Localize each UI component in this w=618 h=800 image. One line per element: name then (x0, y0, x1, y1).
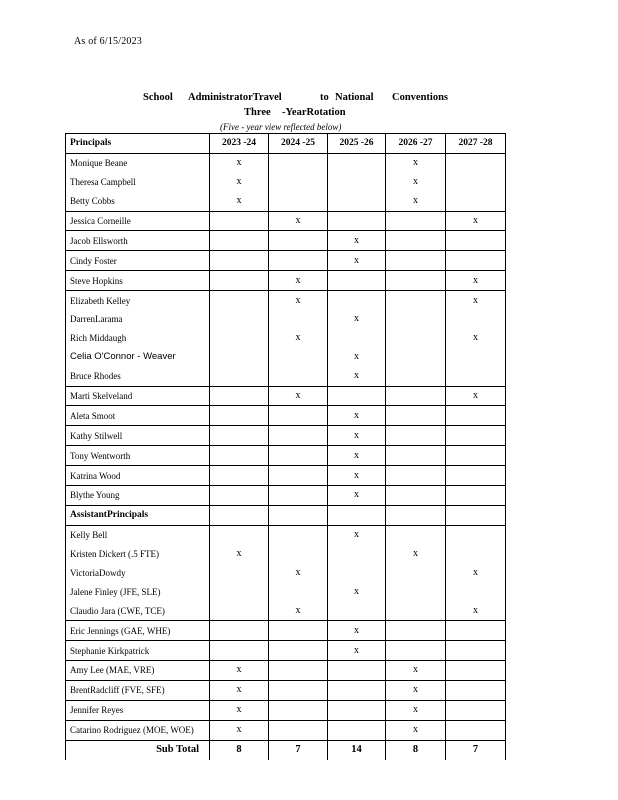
attendance-mark-4 (386, 525, 446, 544)
attendance-mark-5 (446, 310, 506, 329)
attendance-mark-3: x (328, 486, 386, 506)
table-row (66, 621, 506, 641)
attendance-mark-3 (328, 173, 386, 192)
attendance-mark-1 (210, 601, 269, 620)
person-name: Blythe Young (66, 486, 210, 506)
person-name: Kathy Stilwell (66, 426, 210, 446)
attendance-mark-4 (386, 486, 446, 506)
title-word-school: School (143, 92, 173, 103)
attendance-mark-5 (446, 486, 506, 506)
person-name: Katrina Wood (66, 466, 210, 486)
attendance-mark-3 (328, 153, 386, 172)
attendance-mark-3: x (328, 525, 386, 544)
attendance-mark-1 (210, 386, 269, 406)
attendance-mark-3: x (328, 406, 386, 426)
attendance-mark-2 (269, 310, 328, 329)
attendance-mark-2 (269, 153, 328, 172)
attendance-mark-5 (446, 582, 506, 601)
attendance-mark-1 (210, 291, 269, 310)
attendance-mark-1 (210, 251, 269, 271)
title-word-conventions: Conventions (392, 92, 449, 103)
table-row (66, 525, 506, 544)
person-name: Celia O'Connor - Weaver (66, 348, 210, 367)
table-row (66, 348, 506, 367)
attendance-mark-5 (446, 661, 506, 681)
attendance-mark-1 (210, 486, 269, 506)
attendance-mark-1 (210, 406, 269, 426)
attendance-mark-1 (210, 466, 269, 486)
attendance-mark-2 (269, 486, 328, 506)
table-row (66, 367, 506, 386)
attendance-mark-1 (210, 582, 269, 601)
section-empty-cell (386, 505, 446, 525)
person-name: Amy Lee (MAE, VRE) (66, 661, 210, 681)
attendance-mark-5: x (446, 291, 506, 310)
attendance-mark-5 (446, 367, 506, 386)
attendance-mark-1 (210, 525, 269, 544)
attendance-mark-5 (446, 720, 506, 740)
attendance-mark-4 (386, 251, 446, 271)
attendance-mark-5 (446, 446, 506, 466)
attendance-mark-5 (446, 641, 506, 661)
attendance-mark-2: x (269, 291, 328, 310)
attendance-mark-1 (210, 426, 269, 446)
attendance-mark-3 (328, 291, 386, 310)
principals-column-header: Principals (66, 134, 210, 154)
table-row (66, 426, 506, 446)
table-row (66, 680, 506, 700)
person-name: VictoriaDowdy (66, 564, 210, 583)
attendance-mark-2 (269, 192, 328, 211)
subtotal-value-4: 8 (386, 740, 446, 759)
table-row (66, 700, 506, 720)
subtotal-label: Sub Total (66, 740, 210, 759)
attendance-mark-3: x (328, 231, 386, 251)
attendance-mark-4 (386, 348, 446, 367)
column-header-2025-26: 2025 -26 (328, 134, 386, 154)
attendance-mark-3: x (328, 446, 386, 466)
person-name: Theresa Campbell (66, 173, 210, 192)
attendance-mark-4 (386, 446, 446, 466)
attendance-mark-2 (269, 545, 328, 564)
attendance-mark-5: x (446, 564, 506, 583)
attendance-mark-2 (269, 641, 328, 661)
attendance-mark-1 (210, 621, 269, 641)
attendance-mark-1: x (210, 173, 269, 192)
person-name: Kristen Dickert (.5 FTE) (66, 545, 210, 564)
attendance-mark-5 (446, 192, 506, 211)
section-empty-cell (328, 505, 386, 525)
attendance-mark-4 (386, 211, 446, 231)
attendance-mark-5 (446, 700, 506, 720)
attendance-mark-1 (210, 310, 269, 329)
table-row (66, 641, 506, 661)
attendance-mark-4 (386, 291, 446, 310)
attendance-mark-1 (210, 329, 269, 348)
table-row (66, 406, 506, 426)
attendance-mark-1: x (210, 680, 269, 700)
table-row (66, 486, 506, 506)
attendance-mark-5 (446, 231, 506, 251)
column-header-2026-27: 2026 -27 (386, 134, 446, 154)
attendance-mark-2 (269, 621, 328, 641)
subtotal-row (66, 740, 506, 759)
title-word-rotation: -YearRotation (282, 107, 346, 118)
attendance-mark-1 (210, 564, 269, 583)
attendance-mark-4 (386, 564, 446, 583)
title-word-national: National (335, 92, 374, 103)
attendance-mark-2 (269, 582, 328, 601)
attendance-mark-1: x (210, 720, 269, 740)
attendance-mark-1: x (210, 192, 269, 211)
attendance-mark-4 (386, 329, 446, 348)
attendance-mark-5 (446, 545, 506, 564)
attendance-mark-1 (210, 348, 269, 367)
attendance-mark-5 (446, 466, 506, 486)
attendance-mark-4 (386, 271, 446, 291)
person-name: Betty Cobbs (66, 192, 210, 211)
attendance-mark-2: x (269, 271, 328, 291)
table-row (66, 386, 506, 406)
subtotal-value-2: 7 (269, 740, 328, 759)
attendance-mark-4 (386, 426, 446, 446)
person-name: Bruce Rhodes (66, 367, 210, 386)
person-name: Elizabeth Kelley (66, 291, 210, 310)
attendance-mark-3: x (328, 466, 386, 486)
column-header-2023-24: 2023 -24 (210, 134, 269, 154)
title-word-three: Three (244, 107, 271, 118)
as-of-date: As of 6/15/2023 (74, 36, 142, 47)
attendance-mark-1: x (210, 153, 269, 172)
table-header-row (66, 134, 506, 154)
attendance-mark-2 (269, 406, 328, 426)
attendance-mark-1: x (210, 545, 269, 564)
attendance-mark-3 (328, 329, 386, 348)
attendance-mark-2: x (269, 386, 328, 406)
attendance-mark-4 (386, 621, 446, 641)
person-name: BrentRadcliff (FVE, SFE) (66, 680, 210, 700)
attendance-mark-4: x (386, 720, 446, 740)
attendance-mark-2 (269, 348, 328, 367)
attendance-mark-2 (269, 661, 328, 681)
attendance-mark-1 (210, 271, 269, 291)
attendance-mark-2 (269, 700, 328, 720)
attendance-mark-2: x (269, 329, 328, 348)
attendance-mark-4 (386, 367, 446, 386)
attendance-mark-5 (446, 621, 506, 641)
attendance-mark-2: x (269, 601, 328, 620)
attendance-mark-4: x (386, 173, 446, 192)
attendance-mark-2 (269, 367, 328, 386)
attendance-mark-3 (328, 564, 386, 583)
attendance-mark-2 (269, 231, 328, 251)
attendance-mark-1 (210, 367, 269, 386)
table-row (66, 231, 506, 251)
attendance-mark-3 (328, 386, 386, 406)
table-row (66, 446, 506, 466)
attendance-mark-5: x (446, 329, 506, 348)
attendance-mark-4 (386, 231, 446, 251)
attendance-mark-5: x (446, 211, 506, 231)
attendance-mark-1 (210, 641, 269, 661)
person-name: Catarino Rodriguez (MOE, WOE) (66, 720, 210, 740)
person-name: Rich Middaugh (66, 329, 210, 348)
attendance-mark-2 (269, 426, 328, 446)
table-row (66, 271, 506, 291)
attendance-mark-1 (210, 231, 269, 251)
attendance-mark-3: x (328, 251, 386, 271)
attendance-mark-2 (269, 466, 328, 486)
person-name: Jennifer Reyes (66, 700, 210, 720)
attendance-mark-3: x (328, 348, 386, 367)
table-row (66, 310, 506, 329)
attendance-mark-5 (446, 173, 506, 192)
person-name: Jessica Corneille (66, 211, 210, 231)
person-name: Kelly Bell (66, 525, 210, 544)
table-row (66, 329, 506, 348)
person-name: Claudio Jara (CWE, TCE) (66, 601, 210, 620)
attendance-mark-3 (328, 720, 386, 740)
attendance-mark-4: x (386, 545, 446, 564)
attendance-mark-2 (269, 720, 328, 740)
attendance-mark-2 (269, 173, 328, 192)
attendance-mark-5 (446, 525, 506, 544)
person-name: Eric Jennings (GAE, WHE) (66, 621, 210, 641)
attendance-mark-4 (386, 386, 446, 406)
attendance-mark-3 (328, 680, 386, 700)
person-name: Cindy Foster (66, 251, 210, 271)
attendance-mark-3 (328, 192, 386, 211)
attendance-mark-5 (446, 406, 506, 426)
person-name: Tony Wentworth (66, 446, 210, 466)
attendance-mark-4: x (386, 700, 446, 720)
attendance-mark-1 (210, 211, 269, 231)
section-empty-cell (446, 505, 506, 525)
column-header-2024-25: 2024 -25 (269, 134, 328, 154)
person-name: DarrenLarama (66, 310, 210, 329)
attendance-mark-4 (386, 406, 446, 426)
title-word-administrator-travel: AdministratorTravel (188, 92, 282, 103)
column-header-2027-28: 2027 -28 (446, 134, 506, 154)
attendance-mark-3: x (328, 641, 386, 661)
table-row (66, 601, 506, 620)
attendance-mark-1: x (210, 700, 269, 720)
attendance-mark-3: x (328, 367, 386, 386)
table-row (66, 545, 506, 564)
attendance-mark-5 (446, 426, 506, 446)
attendance-mark-3 (328, 271, 386, 291)
table-row (66, 466, 506, 486)
assistant-principals-heading: AssistantPrincipals (66, 505, 210, 525)
rotation-table (65, 133, 506, 760)
attendance-mark-3: x (328, 310, 386, 329)
subtotal-value-5: 7 (446, 740, 506, 759)
attendance-mark-5: x (446, 386, 506, 406)
subtotal-value-3: 14 (328, 740, 386, 759)
attendance-mark-3 (328, 545, 386, 564)
table-row (66, 564, 506, 583)
attendance-mark-4 (386, 582, 446, 601)
attendance-mark-3 (328, 661, 386, 681)
person-name: Stephanie Kirkpatrick (66, 641, 210, 661)
person-name: Jalene Finley (JFE, SLE) (66, 582, 210, 601)
assistant-principals-section-row (66, 505, 506, 525)
person-name: Jacob Ellsworth (66, 231, 210, 251)
attendance-mark-1: x (210, 661, 269, 681)
table-row (66, 211, 506, 231)
attendance-mark-2: x (269, 211, 328, 231)
attendance-mark-1 (210, 446, 269, 466)
table-row (66, 720, 506, 740)
table-body (66, 153, 506, 759)
attendance-mark-3: x (328, 582, 386, 601)
attendance-mark-4 (386, 641, 446, 661)
attendance-mark-2 (269, 525, 328, 544)
person-name: Steve Hopkins (66, 271, 210, 291)
person-name: Marti Skelveland (66, 386, 210, 406)
attendance-mark-2 (269, 251, 328, 271)
attendance-mark-4: x (386, 153, 446, 172)
attendance-mark-5 (446, 348, 506, 367)
table-row (66, 291, 506, 310)
attendance-mark-3 (328, 601, 386, 620)
attendance-mark-5 (446, 251, 506, 271)
attendance-mark-3 (328, 700, 386, 720)
attendance-mark-4: x (386, 661, 446, 681)
attendance-mark-4 (386, 466, 446, 486)
attendance-mark-5 (446, 680, 506, 700)
table-row (66, 661, 506, 681)
title-word-to: to (320, 92, 329, 103)
attendance-mark-4: x (386, 680, 446, 700)
table-row (66, 192, 506, 211)
table-row (66, 173, 506, 192)
attendance-mark-5 (446, 153, 506, 172)
table-row (66, 251, 506, 271)
attendance-mark-4: x (386, 192, 446, 211)
table-row (66, 153, 506, 172)
attendance-mark-3: x (328, 621, 386, 641)
section-empty-cell (269, 505, 328, 525)
attendance-mark-2 (269, 680, 328, 700)
table-row (66, 582, 506, 601)
subtotal-value-1: 8 (210, 740, 269, 759)
view-note: (Five - year view reflected below) (220, 122, 342, 132)
person-name: Monique Beane (66, 153, 210, 172)
attendance-mark-2: x (269, 564, 328, 583)
attendance-mark-5: x (446, 271, 506, 291)
person-name: Aleta Smoot (66, 406, 210, 426)
attendance-mark-3: x (328, 426, 386, 446)
attendance-mark-3 (328, 211, 386, 231)
attendance-mark-2 (269, 446, 328, 466)
attendance-mark-5: x (446, 601, 506, 620)
attendance-mark-4 (386, 601, 446, 620)
attendance-mark-4 (386, 310, 446, 329)
section-empty-cell (210, 505, 269, 525)
